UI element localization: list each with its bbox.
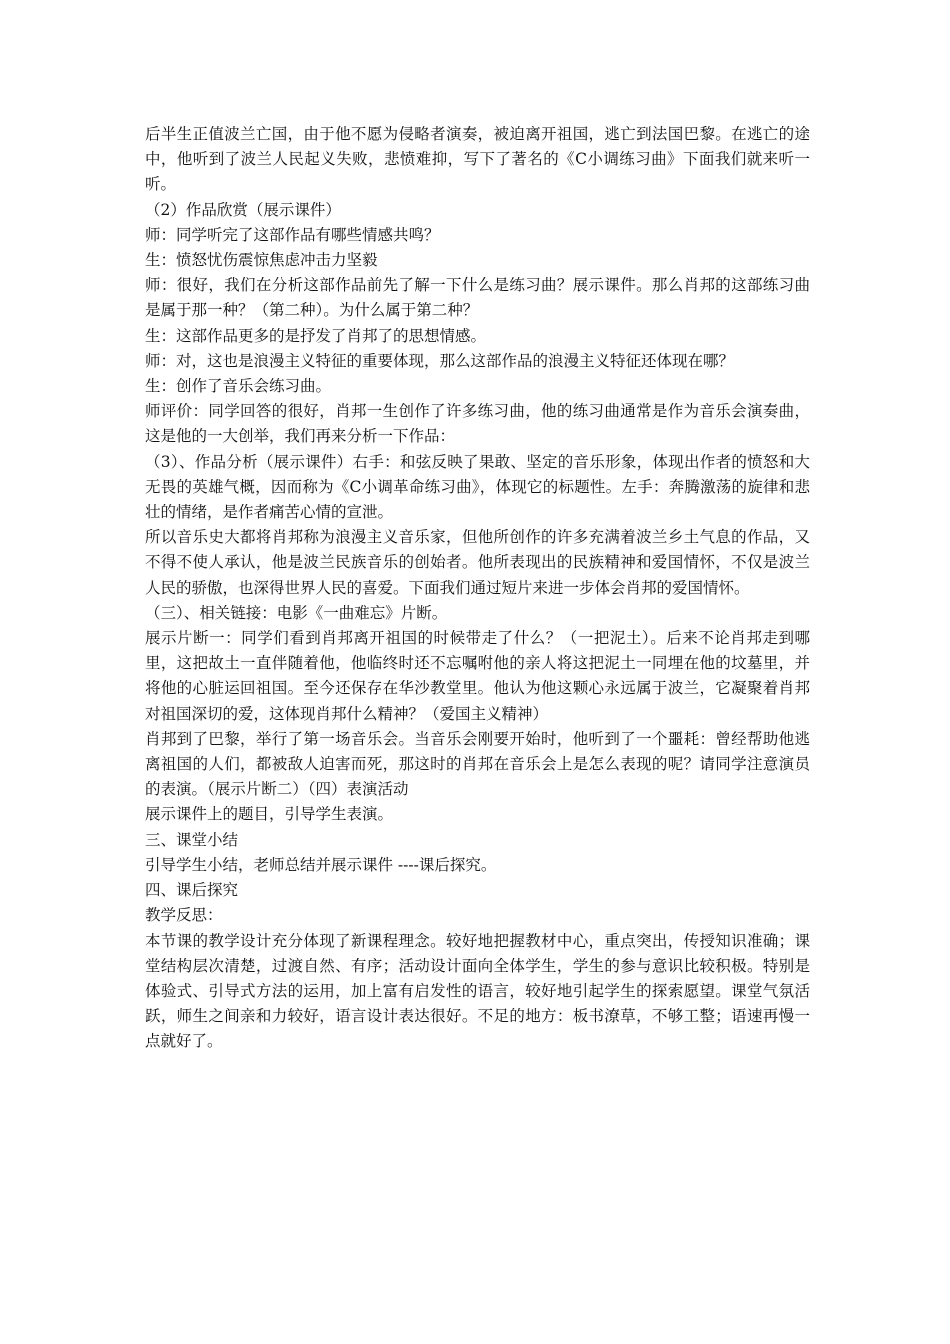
section-heading-related-links: （三）、相关链接：电影《一曲难忘》片断。 — [145, 603, 448, 622]
paragraph-intro-continued: 后半生正值波兰亡国，由于他不愿为侵略者演奏，被迫离开祖国，逃亡到法国巴黎。在逃亡的途中，他听到了波兰人民起义失败，悲愤难抑，写下了著名的《C小调练习曲》下面我们就来听一听。 — [145, 125, 810, 194]
section-heading-summary: 三、课堂小结 — [145, 830, 239, 849]
section-heading-work-appreciation: （2）作品欣赏（展示课件） — [145, 200, 341, 219]
dialogue-teacher-romanticism: 师：对，这也是浪漫主义特征的重要体现，那么这部作品的浪漫主义特征还体现在哪？ — [145, 351, 735, 370]
section-heading-after-class: 四、课后探究 — [145, 881, 239, 900]
paragraph-reflection: 本节课的教学设计充分体现了新课程理念。较好地把握教材中心，重点突出，传授知识准确；课堂结构层次清楚，过渡自然、有序；活动设计面向全体学生，学生的参与意识比较积极。特别是体验式、引导式方法的运用，加上富有启发性的语言，较好地引起学生的探索愿望。课堂气氛活跃，师生之间亲和力较好，语言设计表达很好。不足的地方：板书潦草，不够工整；语速再慢一点就好了。 — [145, 931, 810, 1051]
paragraph-summary: 引导学生小结，老师总结并展示课件 ----课后探究。 — [145, 855, 497, 874]
dialogue-student-answer: 生：愤怒忧伤震惊焦虑冲击力坚毅 — [145, 251, 378, 270]
paragraph-music-history: 所以音乐史大都将肖邦称为浪漫主义音乐家，但他所创作的许多充满着波兰乡土气息的作品，又不得不使人承认，他是波兰民族音乐的创始者。他所表现出的民族精神和爱国情怀，不仅是波兰人民的骄傲，也深得世界人民的喜爱。下面我们通过短片来进一步体会肖邦的爱国情怀。 — [145, 528, 810, 597]
paragraph-performance: 展示课件上的题目，引导学生表演。 — [145, 805, 394, 824]
document-body — [145, 122, 810, 1055]
dialogue-teacher-evaluation: 师评价：同学回答的很好，肖邦一生创作了许多练习曲，他的练习曲通常是作为音乐会演奏曲，这是他的一大创举，我们再来分析一下作品： — [145, 402, 810, 446]
dialogue-student-concert: 生：创作了音乐会练习曲。 — [145, 377, 332, 396]
dialogue-teacher-etude: 师：很好，我们在分析这部作品前先了解一下什么是练习曲？展示课件。那么肖邦的这部练习曲是属于那一种？（第二种）。为什么属于第二种？ — [145, 276, 810, 320]
paragraph-clip-one: 展示片断一：同学们看到肖邦离开祖国的时候带走了什么？（一把泥土）。后来不论肖邦走到哪里，这把故土一直伴随着他，他临终时还不忘嘱咐他的亲人将这把泥土一同埋在他的坟墓里，并将他的心脏运回祖国。至今还保存在华沙教堂里。他认为他这颗心永远属于波兰，它凝聚着肖邦对祖国深切的爱，这体现肖邦什么精神？（爱国主义精神） — [145, 629, 810, 723]
dialogue-teacher-question: 师：同学听完了这部作品有哪些情感共鸣？ — [145, 225, 440, 244]
section-heading-reflection: 教学反思： — [145, 906, 223, 925]
dialogue-student-emotion: 生：这部作品更多的是抒发了肖邦了的思想情感。 — [145, 326, 487, 345]
paragraph-paris-concert: 肖邦到了巴黎，举行了第一场音乐会。当音乐会刚要开始时，他听到了一个噩耗：曾经帮助他逃离祖国的人们，都被敌人迫害而死，那这时的肖邦在音乐会上是怎么表现的呢？请同学注意演员的表演。（展示片断二）（四）表演活动 — [145, 729, 810, 799]
paragraph-work-analysis: （3）、作品分析（展示课件）右手：和弦反映了果敢、坚定的音乐形象，体现出作者的愤怒和大无畏的英雄气概，因而称为《C小调革命练习曲》，体现它的标题性。左手：奔腾激荡的旋律和悲壮的情绪，是作者痛苦心情的宣泄。 — [145, 452, 810, 522]
